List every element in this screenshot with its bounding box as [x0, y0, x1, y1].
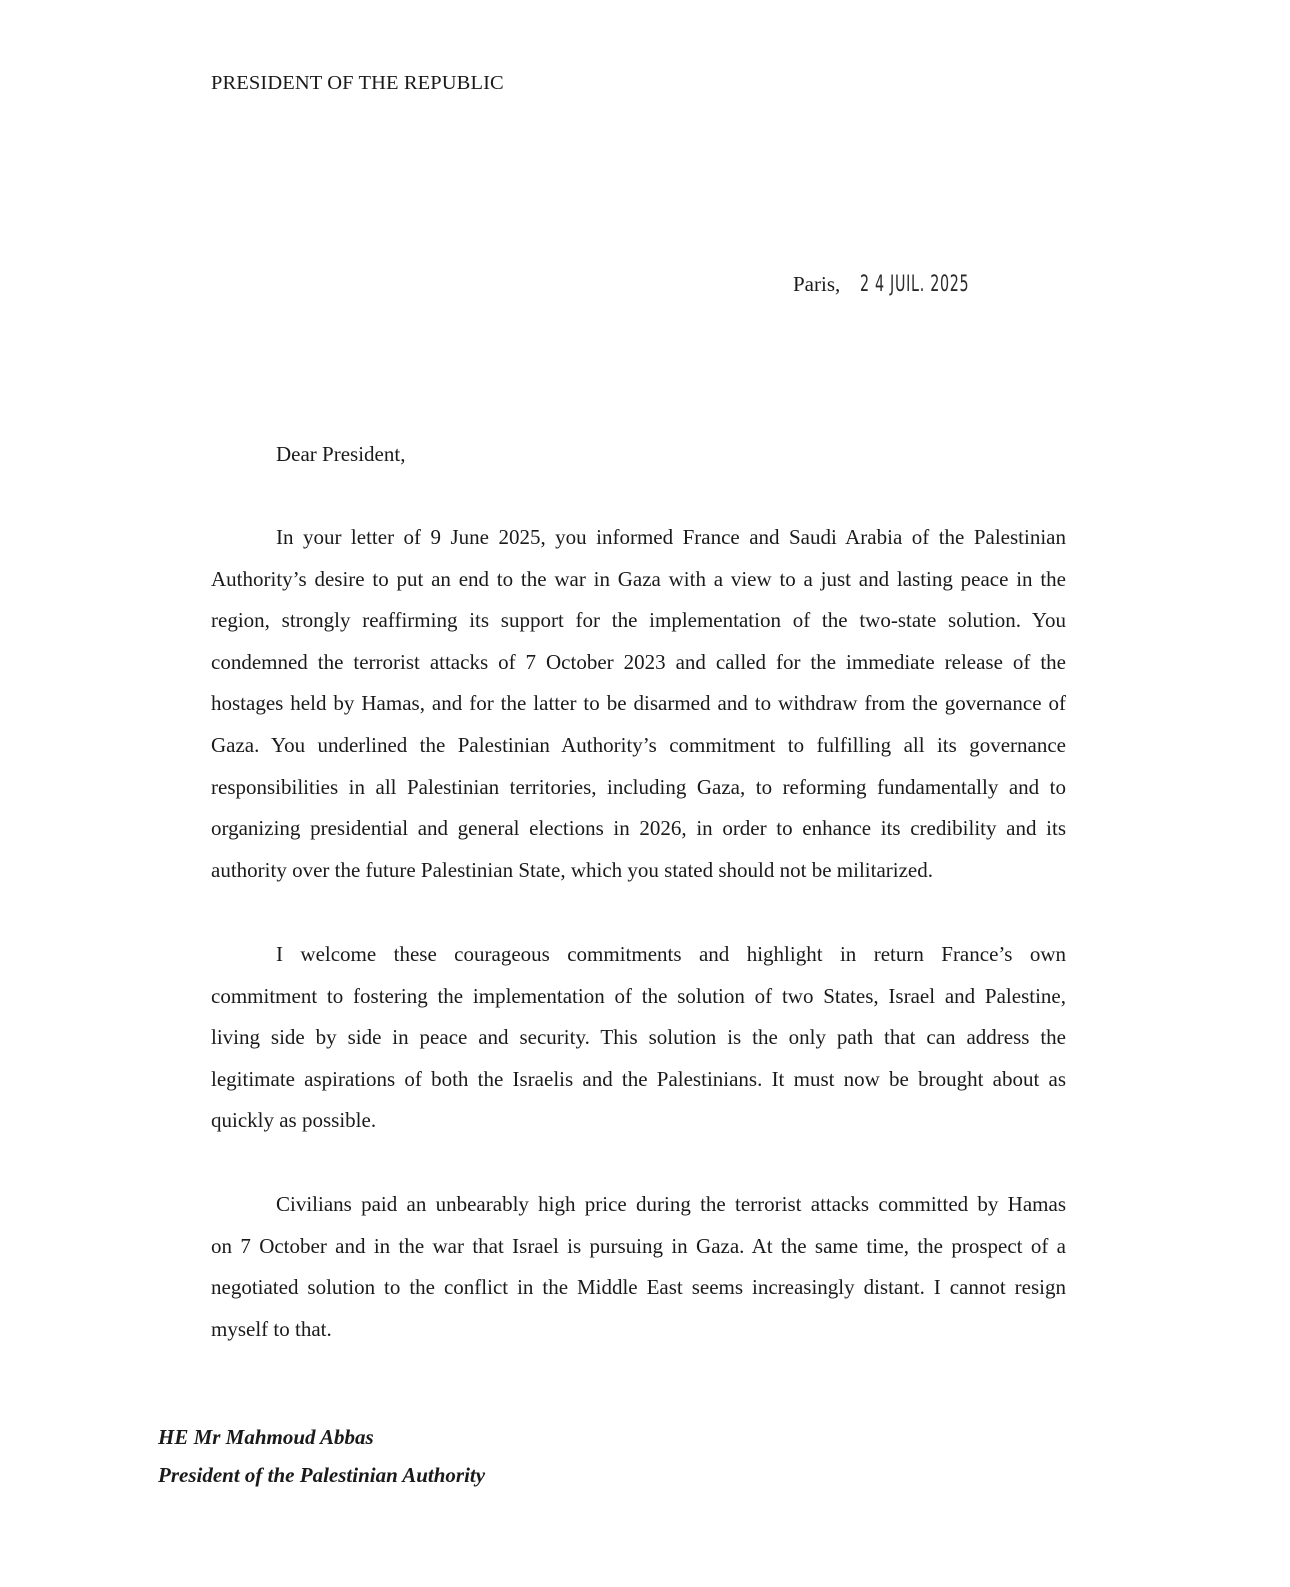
paragraph-line: living side by side in peace and security. This solution is the only path that can address the [211, 1025, 1066, 1050]
paragraph-line: myself to that. [211, 1316, 332, 1341]
paragraph-line: responsibilities in all Palestinian territories, including Gaza, to reforming fundamentally and to [211, 774, 1066, 799]
paragraph-line: commitment to fostering the implementation of the solution of two States, Israel and Palestine, [211, 983, 1066, 1008]
paragraph-1 [211, 524, 1066, 898]
paragraph-line: on 7 October and in the war that Israel is pursuing in Gaza. At the same time, the prospect of a [211, 1233, 1066, 1258]
letterhead: PRESIDENT OF THE REPUBLIC [211, 72, 504, 94]
addressee-title: President of the Palestinian Authority [158, 1463, 486, 1487]
paragraph-2 [211, 941, 1066, 1149]
paragraph-line: negotiated solution to the conflict in the Middle East seems increasingly distant. I cannot resign [211, 1275, 1066, 1300]
paragraph-line: I welcome these courageous commitments and highlight in return France’s own [276, 942, 1066, 966]
paragraph-line: hostages held by Hamas, and for the latter to be disarmed and to withdraw from the governance of [211, 691, 1066, 716]
addressee-name: HE Mr Mahmoud Abbas [158, 1425, 374, 1449]
paragraph-line: Civilians paid an unbearably high price during the terrorist attacks committed by Hamas [276, 1192, 1066, 1216]
paragraph-line: authority over the future Palestinian State, which you stated should not be militarized. [211, 857, 933, 882]
paragraph-line: legitimate aspirations of both the Israelis and the Palestinians. It must now be brought about as [211, 1066, 1066, 1091]
salutation: Dear President, [276, 442, 406, 466]
addressee-block [158, 1418, 485, 1494]
paragraph-line: organizing presidential and general elections in 2026, in order to enhance its credibility and its [211, 816, 1066, 841]
paragraph-line: condemned the terrorist attacks of 7 October 2023 and called for the immediate release of the [211, 649, 1066, 674]
paragraph-line: quickly as possible. [211, 1108, 377, 1133]
paragraph-line: Gaza. You underlined the Palestinian Authority’s commitment to fulfilling all its governance [211, 732, 1066, 757]
paragraph-line: Authority’s desire to put an end to the war in Gaza with a view to a just and lasting peace in the [211, 566, 1066, 591]
dateline [793, 272, 1011, 297]
paragraph-line: region, strongly reaffirming its support for the implementation of the two-state solution. You [211, 608, 1066, 633]
paragraph-line: In your letter of 9 June 2025, you informed France and Saudi Arabia of the Palestinian [276, 525, 1066, 549]
dateline-place: Paris, [793, 272, 841, 296]
date-stamp: 2 4 JUIL. 2025 [859, 272, 969, 297]
paragraph-3 [211, 1191, 1066, 1357]
